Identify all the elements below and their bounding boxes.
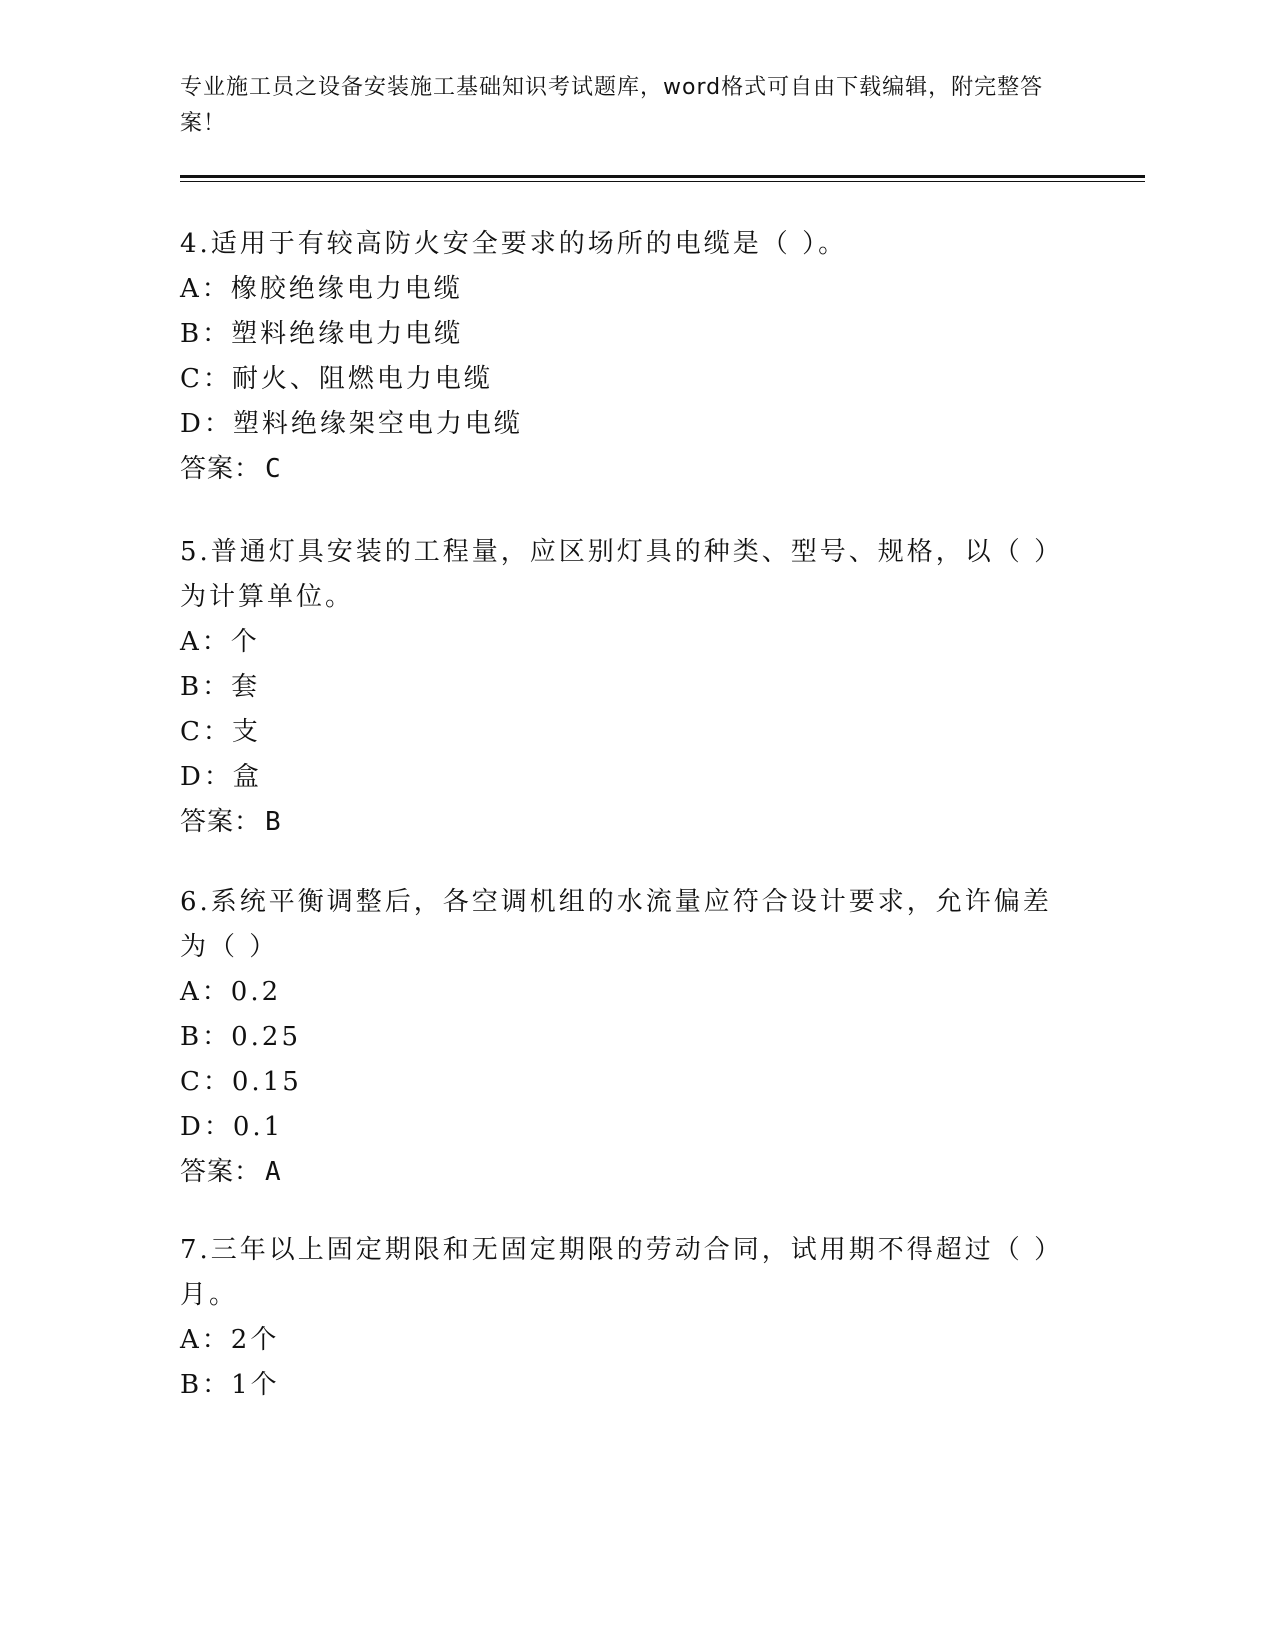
question-stem: 6.系统平衡调整后，各空调机组的水流量应符合设计要求，允许偏差为（ ） [180, 887, 1052, 962]
question-stem: 5.普通灯具安装的工程量，应区别灯具的种类、型号、规格，以（ ）为计算单位。 [180, 537, 1051, 612]
option-b: B：1个 [180, 1370, 280, 1400]
option-d: D：塑料绝缘架空电力电缆 [180, 409, 523, 439]
answer-value: B [265, 807, 282, 837]
option-a: A：橡胶绝缘电力电缆 [180, 274, 463, 304]
option-a: A：2个 [180, 1325, 280, 1355]
question-4 [180, 222, 1060, 492]
option-b: B：塑料绝缘电力电缆 [180, 319, 464, 349]
option-d: D：盒 [180, 762, 262, 792]
answer-value: A [265, 1157, 282, 1187]
question-5 [180, 530, 1060, 845]
answer-line [180, 800, 1060, 845]
question-stem: 4.适用于有较高防火安全要求的场所的电缆是（ ）。 [180, 229, 848, 259]
answer-label: 答案： [180, 807, 262, 837]
header-divider-thick [180, 175, 1145, 178]
option-a: A：个 [180, 627, 260, 657]
question-6 [180, 880, 1060, 1195]
document-header: 专业施工员之设备安装施工基础知识考试题库，word格式可自由下载编辑，附完整答案！ [180, 75, 1044, 136]
option-c: C：0.15 [180, 1067, 302, 1097]
answer-label: 答案： [180, 454, 262, 484]
question-7 [180, 1228, 1060, 1408]
option-b: B：0.25 [180, 1022, 301, 1052]
header-divider-thin [180, 181, 1145, 182]
option-c: C：耐火、阻燃电力电缆 [180, 364, 493, 394]
option-b: B：套 [180, 672, 261, 702]
answer-label: 答案： [180, 1157, 262, 1187]
answer-line [180, 1150, 1060, 1195]
option-c: C：支 [180, 717, 261, 747]
answer-value: C [265, 454, 282, 484]
option-a: A：0.2 [180, 977, 282, 1007]
answer-line [180, 447, 1060, 492]
option-d: D：0.1 [180, 1112, 284, 1142]
question-stem: 7.三年以上固定期限和无固定期限的劳动合同，试用期不得超过（ ）月。 [180, 1235, 1051, 1310]
